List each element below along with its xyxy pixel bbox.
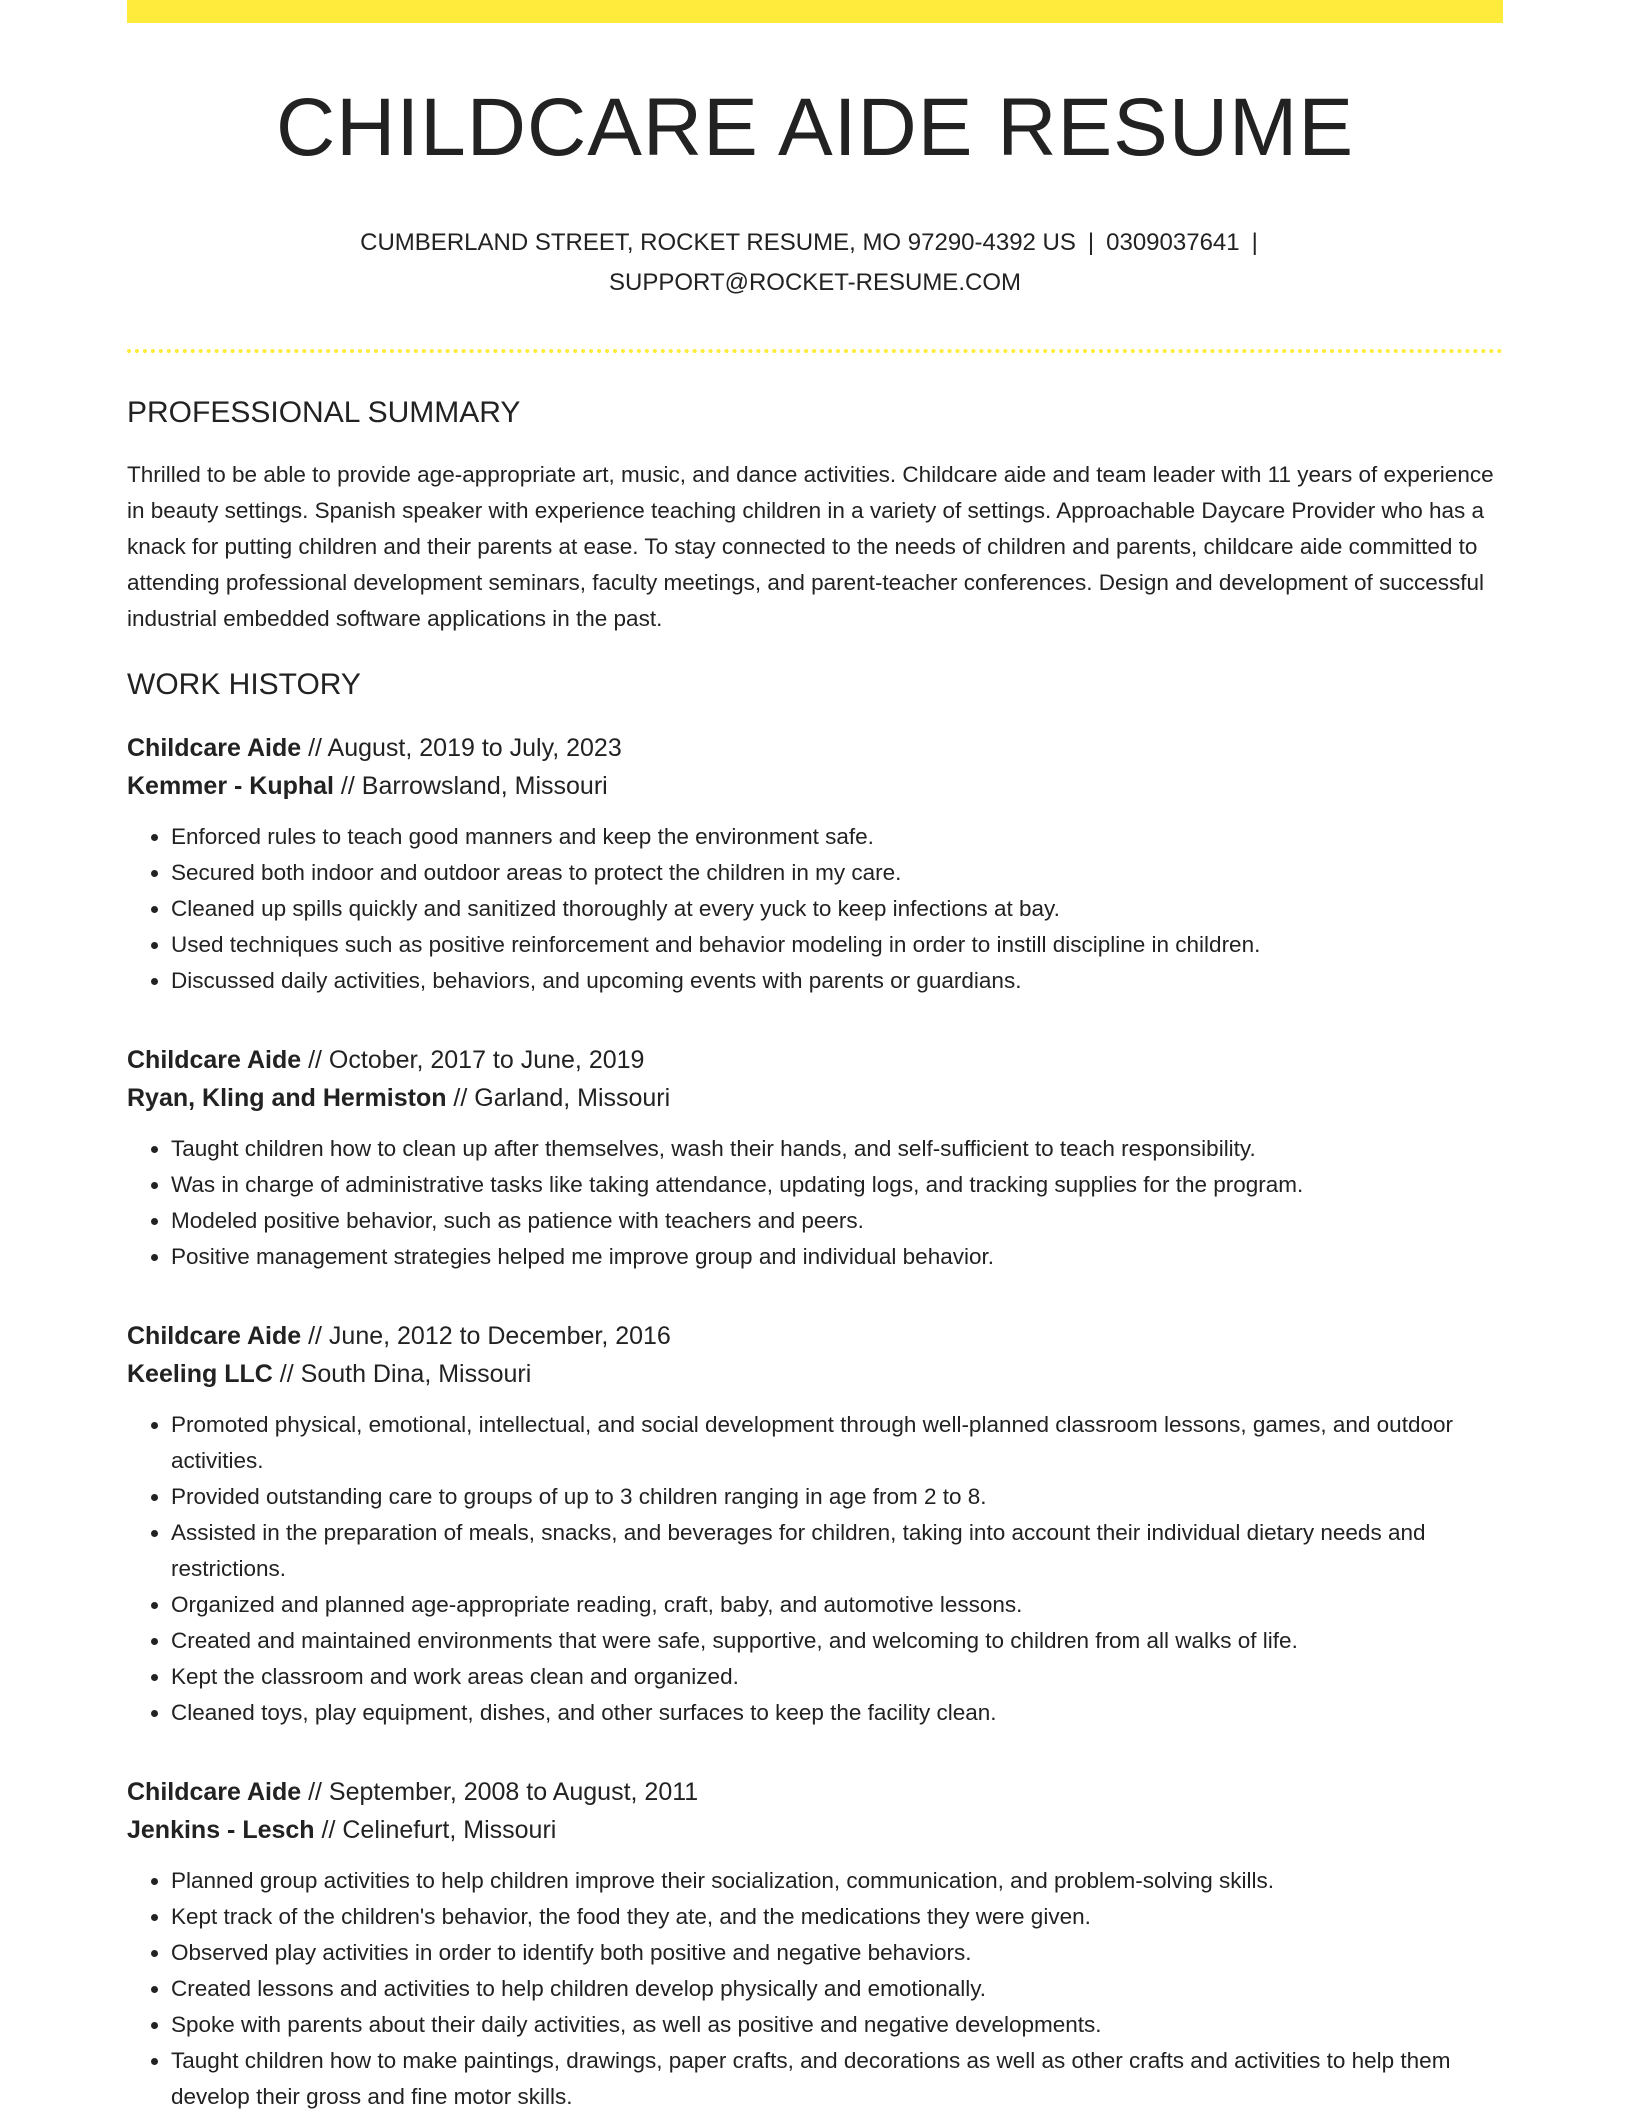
job-dates: August, 2019 to July, 2023 [327, 734, 622, 763]
job-title-line [127, 1041, 1503, 1079]
top-accent-bar [127, 0, 1503, 23]
job-duty-item: • Provided outstanding care to groups of up to 3 children ranging in age from 2 to 8. [171, 1479, 1503, 1515]
job-delimiter: // [301, 1778, 329, 1807]
job-title-line [127, 729, 1503, 767]
job-delimiter: // [333, 772, 362, 801]
job-duty-item: • Assisted in the preparation of meals, snacks, and beverages for children, taking into account their individual dietary needs and restrictions. [171, 1515, 1503, 1587]
contact-separator: | [1087, 229, 1095, 257]
job-location: Barrowsland, Missouri [361, 772, 608, 801]
job-duty-item: • Cleaned toys, play equipment, dishes, and other surfaces to keep the facility clean. [171, 1695, 1503, 1731]
job-duty-item: • Kept the classroom and work areas clean and organized. [171, 1659, 1503, 1695]
job-title: Childcare Aide [127, 1778, 302, 1807]
job-title: Childcare Aide [127, 1322, 302, 1351]
job-delimiter: // [446, 1084, 475, 1113]
job-duty-item: • Discussed daily activities, behaviors, and upcoming events with parents or guardians. [171, 963, 1503, 999]
job-duty-item: • Created lessons and activities to help children develop physically and emotionally. [171, 1971, 1503, 2007]
email: SUPPORT@ROCKET-RESUME.COM [609, 269, 1021, 297]
job-location: South Dina, Missouri [300, 1360, 532, 1389]
job-dates: September, 2008 to August, 2011 [328, 1778, 699, 1807]
job-company-line [127, 1355, 1503, 1393]
job-duty-item: • Taught children how to clean up after themselves, wash their hands, and self-sufficient to teach responsibility. [171, 1131, 1503, 1167]
job-dates: June, 2012 to December, 2016 [328, 1322, 671, 1351]
section-divider [127, 349, 1503, 353]
job-entry [127, 1773, 1503, 2115]
resume-title: CHILDCARE AIDE RESUME [275, 82, 1355, 173]
job-duty-item: • Was in charge of administrative tasks like taking attendance, updating logs, and tracking supplies for the program. [171, 1167, 1503, 1203]
job-company: Kemmer - Kuphal [127, 772, 334, 801]
job-title-line [127, 1773, 1503, 1811]
job-duty-item: • Promoted physical, emotional, intellectual, and social development through well-planned classroom lessons, games, and outdoor activities. [171, 1407, 1503, 1479]
summary-heading: PROFESSIONAL SUMMARY [127, 396, 521, 430]
job-location: Celinefurt, Missouri [342, 1816, 557, 1845]
work-history-list [127, 729, 1503, 2115]
job-duty-item: • Kept track of the children's behavior, the food they ate, and the medications they were given. [171, 1899, 1503, 1935]
contact-info [127, 223, 1503, 303]
job-delimiter: // [272, 1360, 301, 1389]
job-company-line [127, 1079, 1503, 1117]
job-duty-item: • Positive management strategies helped me improve group and individual behavior. [171, 1239, 1503, 1275]
job-dates: October, 2017 to June, 2019 [328, 1046, 645, 1075]
job-duty-item: • Enforced rules to teach good manners and keep the environment safe. [171, 819, 1503, 855]
job-title-line [127, 1317, 1503, 1355]
job-company: Ryan, Kling and Hermiston [127, 1084, 447, 1113]
job-entry [127, 1041, 1503, 1275]
job-company: Keeling LLC [127, 1360, 273, 1389]
job-duties-list [127, 819, 1503, 999]
job-duty-item: • Spoke with parents about their daily activities, as well as positive and negative developments. [171, 2007, 1503, 2043]
job-duty-item: • Planned group activities to help children improve their socialization, communication, and problem-solving skills. [171, 1863, 1503, 1899]
summary-text: Thrilled to be able to provide age-appropriate art, music, and dance activities. Childcare aide and team leader with 11 years of experience in beauty settings. Spanish speaker with experience teaching children in a variety of settings. Approachable Daycare Provider who has a knack for putting children and their parents at ease. To stay connected to the needs of children and parents, childcare aide committed to attending professional development seminars, faculty meetings, and parent-teacher conferences. Design and development of successful industrial embedded software applications in the past. [127, 462, 1494, 632]
job-location: Garland, Missouri [474, 1084, 671, 1113]
job-entry [127, 729, 1503, 999]
job-duties-list [127, 1407, 1503, 1731]
contact-separator: | [1251, 229, 1258, 257]
job-duty-item: • Taught children how to make paintings, drawings, paper crafts, and decorations as well as other crafts and activities to help them develop their gross and fine motor skills. [171, 2043, 1503, 2115]
job-duty-item: • Modeled positive behavior, such as patience with teachers and peers. [171, 1203, 1503, 1239]
job-title: Childcare Aide [127, 734, 302, 763]
job-duties-list [127, 1131, 1503, 1275]
work-history-heading: WORK HISTORY [127, 668, 361, 702]
job-company: Jenkins - Lesch [127, 1816, 315, 1845]
phone: 0309037641 [1106, 229, 1240, 257]
job-duty-item: • Observed play activities in order to identify both positive and negative behaviors. [171, 1935, 1503, 1971]
job-company-line [127, 767, 1503, 805]
job-duty-item: • Created and maintained environments that were safe, supportive, and welcoming to children from all walks of life. [171, 1623, 1503, 1659]
job-duties-list [127, 1863, 1503, 2115]
job-entry [127, 1317, 1503, 1731]
address: CUMBERLAND STREET, ROCKET RESUME, MO 97290-4392 US [360, 229, 1076, 257]
job-duty-item: • Used techniques such as positive reinforcement and behavior modeling in order to instill discipline in children. [171, 927, 1503, 963]
job-duty-item: • Organized and planned age-appropriate reading, craft, baby, and automotive lessons. [171, 1587, 1503, 1623]
job-title: Childcare Aide [127, 1046, 302, 1075]
job-delimiter: // [301, 1322, 329, 1351]
job-duty-item: • Secured both indoor and outdoor areas to protect the children in my care. [171, 855, 1503, 891]
job-delimiter: // [301, 734, 328, 763]
job-delimiter: // [301, 1046, 329, 1075]
job-duty-item: • Cleaned up spills quickly and sanitized thoroughly at every yuck to keep infections at bay. [171, 891, 1503, 927]
job-delimiter: // [314, 1816, 343, 1845]
resume-page [127, 0, 1503, 2115]
job-company-line [127, 1811, 1503, 1849]
